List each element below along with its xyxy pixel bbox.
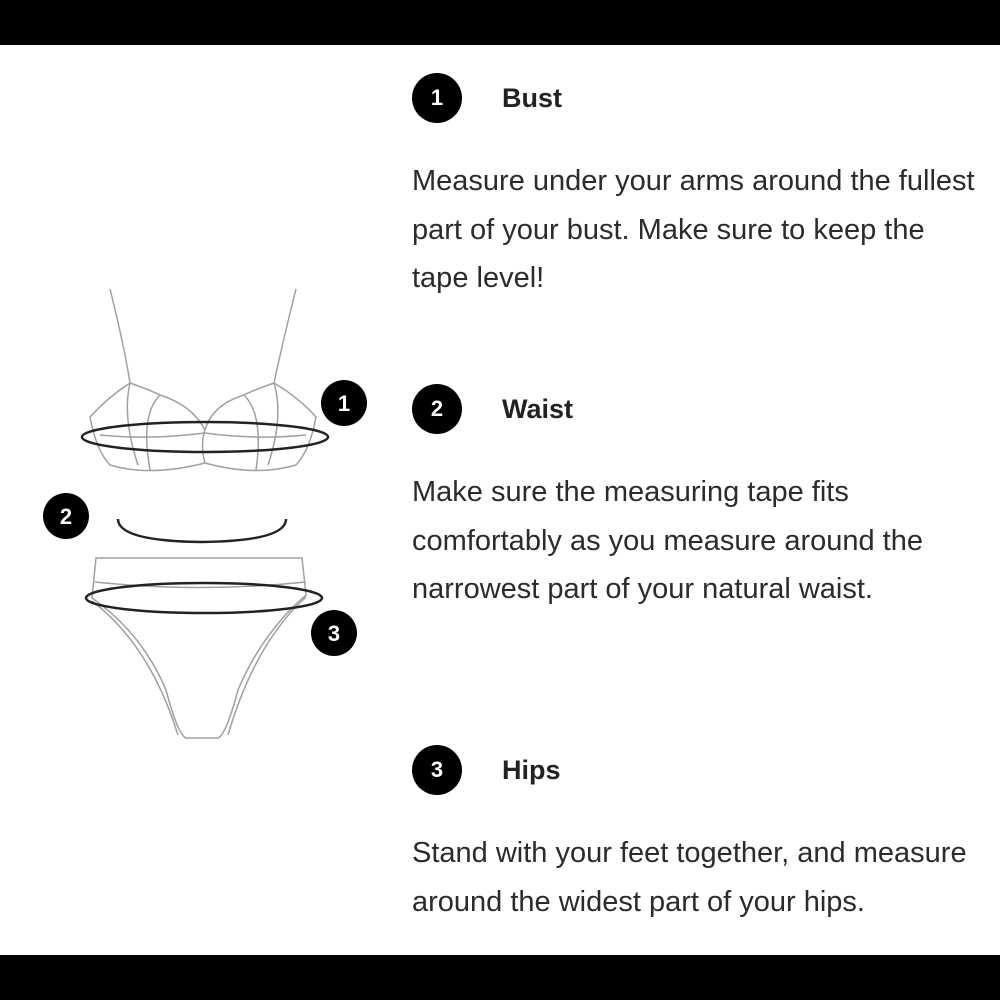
marker-3	[311, 610, 357, 656]
section-waist	[412, 384, 982, 614]
bra-outline	[90, 289, 316, 471]
section-title: Hips	[502, 755, 561, 785]
svg-text:1: 1	[337, 391, 351, 416]
section-description: Stand with your feet together, and measure around the widest part of your hips.	[412, 837, 967, 918]
step-number-badge: 3	[412, 745, 462, 795]
section-description: Measure under your arms around the fullest part of your bust. Make sure to keep the tape level!	[412, 165, 975, 294]
marker-1	[321, 380, 367, 426]
size-guide-panel	[0, 45, 1000, 955]
section-description: Make sure the measuring tape fits comfortably as you measure around the narrowest part of your natural waist.	[412, 476, 923, 605]
waist-tape	[118, 519, 286, 542]
section-hips	[412, 745, 982, 926]
section-header	[412, 384, 982, 428]
section-header	[412, 745, 982, 789]
step-number-badge: 1	[412, 73, 462, 123]
svg-text:2: 2	[59, 504, 73, 529]
bikini-measurement-diagram	[0, 45, 400, 955]
section-title: Bust	[502, 83, 562, 113]
svg-text:3: 3	[327, 621, 341, 646]
section-title: Waist	[502, 394, 574, 424]
section-bust	[412, 73, 982, 303]
step-number-badge: 2	[412, 384, 462, 434]
bikini-illustration-icon	[0, 45, 400, 955]
section-header	[412, 73, 982, 117]
marker-2	[43, 493, 89, 539]
